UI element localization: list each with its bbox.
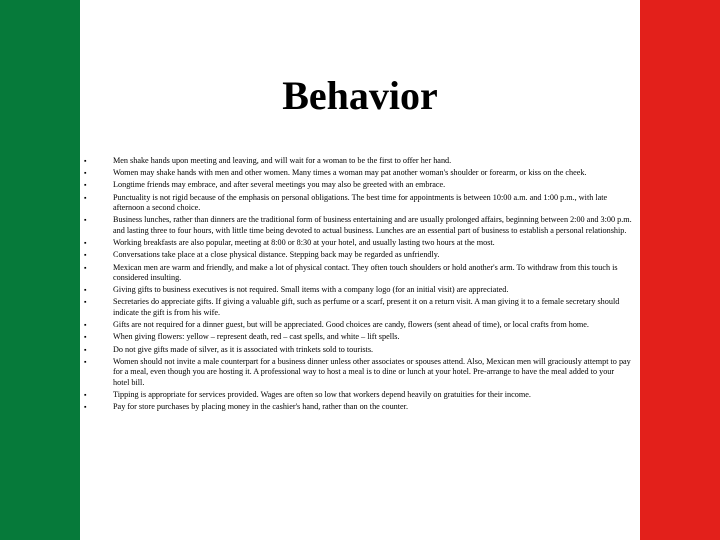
bullet-text: Giving gifts to business executives is not required. Small items with a company logo (for an initial visit) are appreciated.: [113, 285, 509, 295]
bullet-item: [80, 402, 632, 413]
bullet-item: [80, 238, 632, 249]
bullet-item: [80, 156, 632, 167]
bullet-text: Working breakfasts are also popular, meeting at 8:00 or 8:30 at your hotel, and usually lasting two hours at the most.: [113, 238, 495, 248]
bullet-item: [80, 357, 632, 389]
bullet-item: [80, 390, 632, 401]
slide-title: Behavior: [282, 73, 438, 118]
bullet-square-icon: ▪: [84, 263, 87, 272]
bullet-text: Punctuality is not rigid because of the emphasis on personal obligations. The best time for appointments is between 10:00 a.m. and 1:00 p.m., with late afternoon a second choice.: [113, 192, 608, 213]
slide-content: [80, 0, 640, 540]
bullet-item: [80, 297, 632, 318]
bullet-square-icon: ▪: [84, 216, 87, 225]
bullet-text: Gifts are not required for a dinner guest, but will be appreciated. Good choices are candy, flowers (sent ahead of time), or local crafts from home.: [113, 320, 589, 330]
bullet-text: Pay for store purchases by placing money in the cashier's hand, rather than on the counter.: [113, 402, 408, 412]
bullet-item: [80, 285, 632, 296]
bullet-square-icon: ▪: [84, 403, 87, 412]
bullet-text: Women should not invite a male counterpart for a business dinner unless other associates or spouses attend. Also, Mexican men will graciously attempt to pay for a meal, even though you are hosting it. A professional way to host a meal is to dine or lunch at your hotel. Pre-arrange to have the meal added to your hotel bill.: [113, 356, 631, 387]
bullet-square-icon: ▪: [84, 239, 87, 248]
bullet-item: [80, 215, 632, 236]
bullet-square-icon: ▪: [84, 391, 87, 400]
bullet-text: Do not give gifts made of silver, as it is associated with trinkets sold to tourists.: [113, 344, 374, 354]
bullet-item: [80, 168, 632, 179]
bullet-item: [80, 250, 632, 261]
bullet-square-icon: ▪: [84, 169, 87, 178]
bullet-item: [80, 320, 632, 331]
bullet-square-icon: ▪: [84, 181, 87, 190]
bullet-item: [80, 180, 632, 191]
bullet-square-icon: ▪: [84, 286, 87, 295]
bullet-text: Men shake hands upon meeting and leaving, and will wait for a woman to be the first to offer her hand.: [113, 156, 452, 165]
bullet-square-icon: ▪: [84, 193, 87, 202]
bullet-text: Secretaries do appreciate gifts. If giving a valuable gift, such as perfume or a scarf, present it on a return visit. A man giving it to a female secretary should indicate the gift is from his wife.: [113, 297, 620, 318]
bullet-square-icon: ▪: [84, 333, 87, 342]
bullet-square-icon: ▪: [84, 321, 87, 330]
flag-red-band: [640, 0, 720, 540]
bullet-square-icon: ▪: [84, 251, 87, 260]
bullet-item: [80, 332, 632, 343]
bullet-text: Business lunches, rather than dinners are the traditional form of business entertaining and are usually prolonged affairs, beginning between 2:00 and 3:00 p.m. and lasting three to four hours, with little time being devoted to actual business. Lunches are an essential part of business to establish a personal relationship.: [113, 215, 632, 235]
bullet-square-icon: ▪: [84, 298, 87, 307]
bullet-square-icon: ▪: [84, 345, 87, 354]
bullet-text: Longtime friends may embrace, and after several meetings you may also be greeted with an embrace.: [113, 180, 446, 190]
bullet-text: Tipping is appropriate for services provided. Wages are often so low that workers depend heavily on gratuities for their income.: [113, 390, 531, 400]
bullet-text: Mexican men are warm and friendly, and make a lot of physical contact. They often touch shoulders or hold another's arm. To withdraw from this touch is considered insulting.: [113, 262, 618, 283]
bullet-square-icon: ▪: [84, 357, 87, 366]
bullet-text: Conversations take place at a close physical distance. Stepping back may be regarded as unfriendly.: [113, 250, 440, 260]
bullet-item: [80, 193, 632, 214]
bullet-square-icon: ▪: [84, 157, 87, 165]
bullet-item: [80, 263, 632, 284]
bullet-text: When giving flowers: yellow – represent death, red – cast spells, and white – lift spells.: [113, 332, 400, 342]
flag-green-band: [0, 0, 80, 540]
bullet-item: [80, 345, 632, 356]
bullet-text: Women may shake hands with men and other women. Many times a woman may pat another woman's shoulder or forearm, or kiss on the cheek.: [113, 168, 587, 178]
bullet-list: [80, 156, 632, 415]
